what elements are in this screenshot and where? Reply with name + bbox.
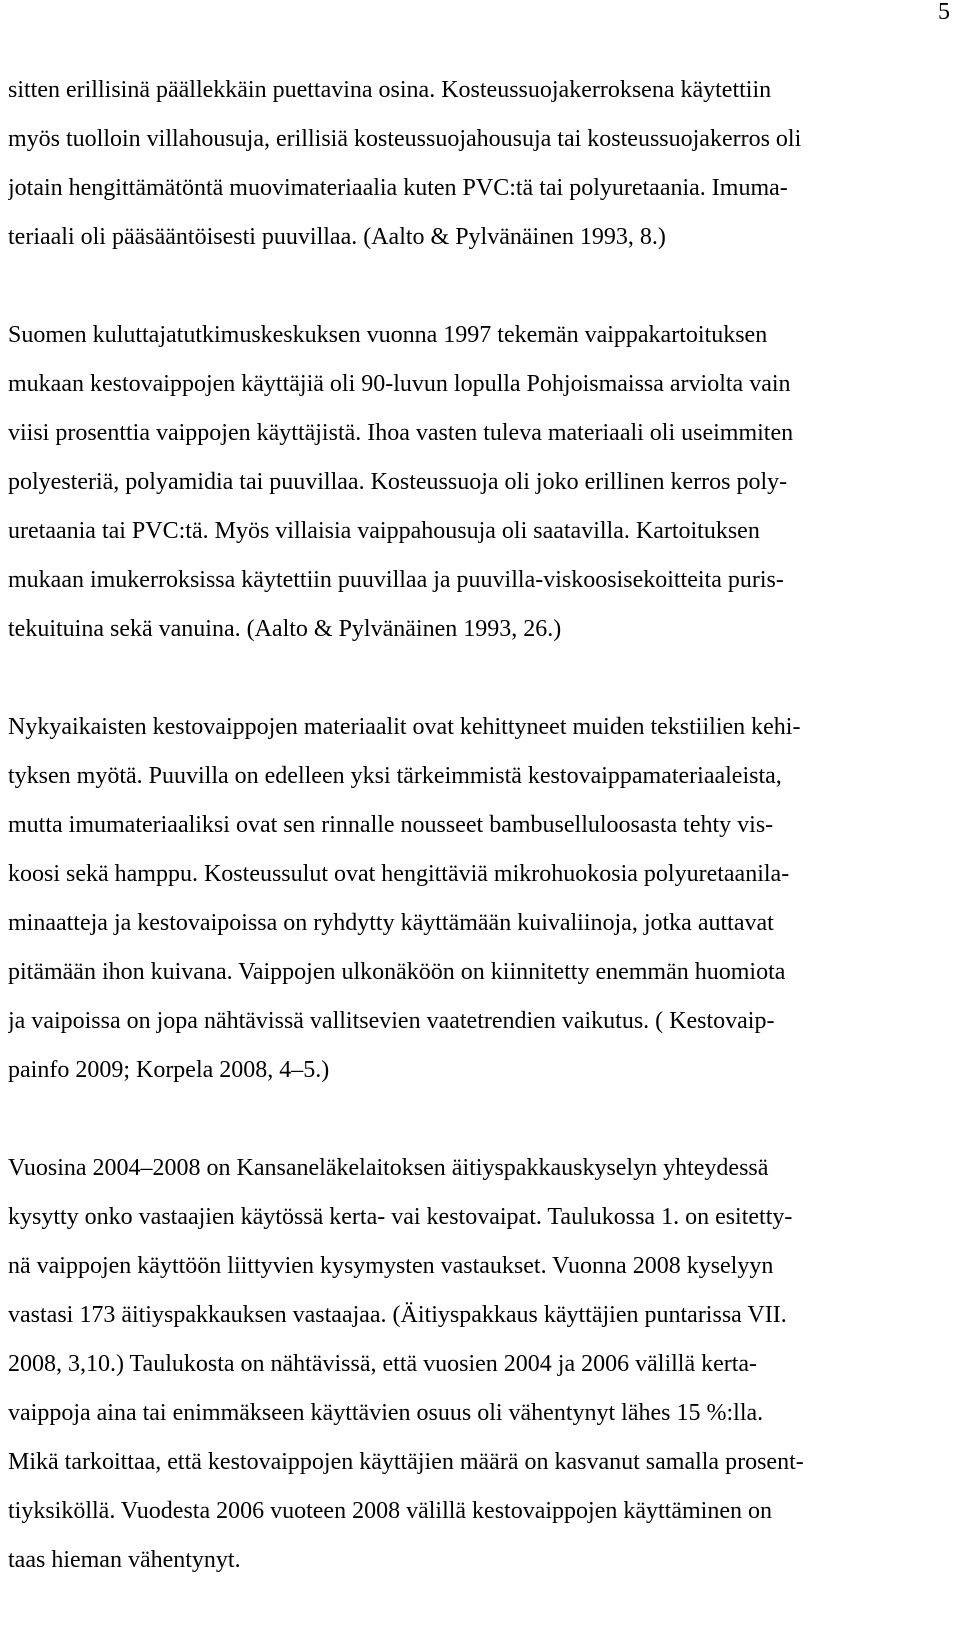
text-line: vastasi 173 äitiyspakkauksen vastaajaa. (Äitiyspakkaus käyttäjien puntarissa VII. xyxy=(8,1302,787,1328)
text-line: mutta imumateriaaliksi ovat sen rinnalle nousseet bambuselluloosasta tehty vis- xyxy=(8,812,774,838)
document-body xyxy=(8,66,948,1585)
text-line: mukaan kestovaippojen käyttäjiä oli 90-luvun lopulla Pohjoismaissa arviolta vain xyxy=(8,371,791,397)
text-line: tiyksiköllä. Vuodesta 2006 vuoteen 2008 välillä kestovaippojen käyttäminen on xyxy=(8,1498,772,1524)
text-line: painfo 2009; Korpela 2008, 4–5.) xyxy=(8,1057,330,1083)
paragraph-2 xyxy=(8,311,948,654)
text-line: Mikä tarkoittaa, että kestovaippojen käyttäjien määrä on kasvanut samalla prosent- xyxy=(8,1449,804,1475)
text-line: polyesteriä, polyamidia tai puuvillaa. Kosteussuoja oli joko erillinen kerros poly- xyxy=(8,469,788,495)
paragraph-gap xyxy=(8,654,948,703)
paragraph-1 xyxy=(8,66,948,262)
text-line: Vuosina 2004–2008 on Kansaneläkelaitoksen äitiyspakkauskyselyn yhteydessä xyxy=(8,1155,769,1181)
text-line: jotain hengittämätöntä muovimateriaalia kuten PVC:tä tai polyuretaania. Imuma- xyxy=(8,175,788,201)
text-line: sitten erillisinä päällekkäin puettavina osina. Kosteussuojakerroksena käytettiin xyxy=(8,77,772,103)
paragraph-4 xyxy=(8,1144,948,1585)
text-line: teriaali oli pääsääntöisesti puuvillaa. (Aalto & Pylvänäinen 1993, 8.) xyxy=(8,224,666,250)
paragraph-gap xyxy=(8,1095,948,1144)
text-line: 2008, 3,10.) Taulukosta on nähtävissä, että vuosien 2004 ja 2006 välillä kerta- xyxy=(8,1351,758,1377)
text-line: tyksen myötä. Puuvilla on edelleen yksi tärkeimmistä kestovaippamateriaaleista, xyxy=(8,763,782,789)
text-line: taas hieman vähentynyt. xyxy=(8,1547,241,1573)
paragraph-3 xyxy=(8,703,948,1095)
text-line: koosi sekä hamppu. Kosteussulut ovat hengittäviä mikrohuokosia polyuretaanila- xyxy=(8,861,790,887)
text-line: nä vaippojen käyttöön liittyvien kysymysten vastaukset. Vuonna 2008 kyselyyn xyxy=(8,1253,774,1279)
page-number: 5 xyxy=(938,0,950,25)
text-line: viisi prosenttia vaippojen käyttäjistä. Ihoa vasten tuleva materiaali oli useimmiten xyxy=(8,420,794,446)
text-line: Suomen kuluttajatutkimuskeskuksen vuonna 1997 tekemän vaippakartoituksen xyxy=(8,322,768,348)
text-line: kysytty onko vastaajien käytössä kerta- vai kestovaipat. Taulukossa 1. on esitetty- xyxy=(8,1204,793,1230)
text-line: Nykyaikaisten kestovaippojen materiaalit ovat kehittyneet muiden tekstiilien kehi- xyxy=(8,714,801,740)
paragraph-gap xyxy=(8,262,948,311)
text-line: pitämään ihon kuivana. Vaippojen ulkonäköön on kiinnitetty enemmän huomiota xyxy=(8,959,786,985)
text-line: ja vaipoissa on jopa nähtävissä vallitsevien vaatetrendien vaikutus. ( Kestovaip- xyxy=(8,1008,775,1034)
text-line: uretaania tai PVC:tä. Myös villaisia vaippahousuja oli saatavilla. Kartoituksen xyxy=(8,518,760,544)
text-line: minaatteja ja kestovaipoissa on ryhdytty käyttämään kuivaliinoja, jotka auttavat xyxy=(8,910,774,936)
text-line: myös tuolloin villahousuja, erillisiä kosteussuojahousuja tai kosteussuojakerros oli xyxy=(8,126,802,152)
text-line: vaippoja aina tai enimmäkseen käyttävien osuus oli vähentynyt lähes 15 %:lla. xyxy=(8,1400,764,1426)
text-line: mukaan imukerroksissa käytettiin puuvillaa ja puuvilla-viskoosisekoitteita puris- xyxy=(8,567,784,593)
text-line: tekuituina sekä vanuina. (Aalto & Pylvänäinen 1993, 26.) xyxy=(8,616,562,642)
